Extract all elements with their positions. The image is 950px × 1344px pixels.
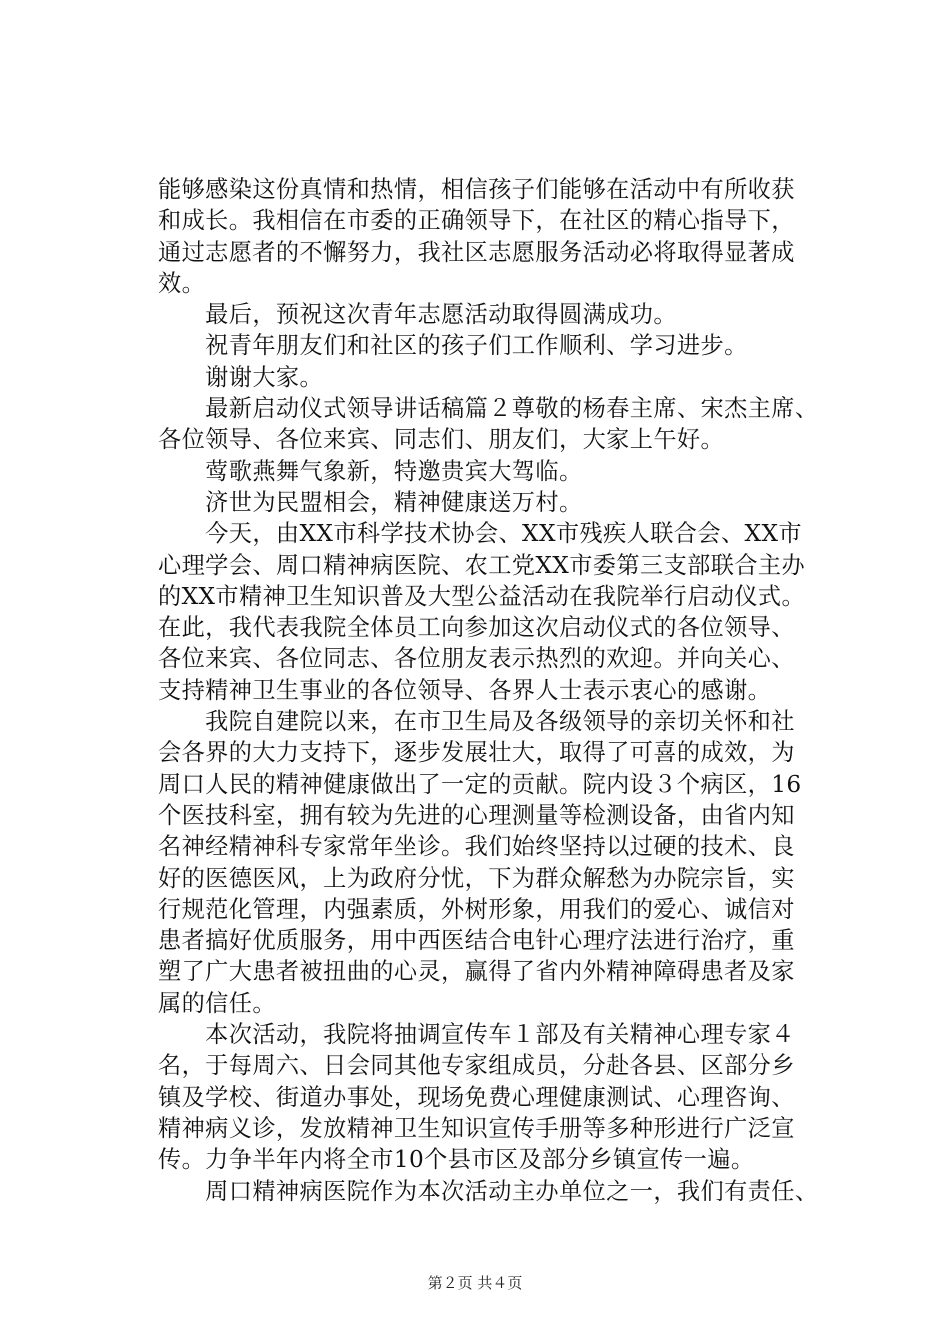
text-line: 个医技科室，拥有较为先进的心理测量等检测设备，由省内知	[158, 801, 795, 829]
text-line: 行规范化管理，内强素质，外树形象，用我们的爱心、诚信对	[158, 895, 795, 923]
text-line: 效。	[158, 269, 206, 297]
text-line: 最后，预祝这次青年志愿活动取得圆满成功。	[158, 301, 677, 329]
text-line: 属的信任。	[158, 989, 276, 1017]
text-line: 传。力争半年内将全市10个县市区及部分乡镇宣传一遍。	[158, 1146, 755, 1174]
text-line: 的XX市精神卫生知识普及大型公益活动在我院举行启动仪式。	[158, 582, 806, 610]
text-line: 本次活动，我院将抽调宣传车１部及有关精神心理专家４	[158, 1021, 795, 1049]
text-line: 好的医德医风，上为政府分忧，下为群众解愁为办院宗旨，实	[158, 864, 795, 892]
text-line: 各位领导、各位来宾、同志们、朋友们，大家上午好。	[158, 426, 725, 454]
text-line: 支持精神卫生事业的各位领导、各界人士表示衷心的感谢。	[158, 676, 772, 704]
text-line: 谢谢大家。	[158, 363, 324, 391]
text-line: 通过志愿者的不懈努力，我社区志愿服务活动必将取得显著成	[158, 238, 795, 266]
text-line: 精神病义诊，发放精神卫生知识宣传手册等多种形进行广泛宣	[158, 1114, 795, 1142]
document-body	[158, 174, 858, 1207]
text-line: 能够感染这份真情和热情，相信孩子们能够在活动中有所收获	[158, 176, 795, 203]
text-line: 患者搞好优质服务，用中西医结合电针心理疗法进行治疗，重	[158, 927, 795, 955]
text-line: 济世为民盟相会，精神健康送万村。	[158, 488, 583, 516]
text-line: 塑了广大患者被扭曲的心灵，赢得了省内外精神障碍患者及家	[158, 958, 795, 986]
text-line: 各位来宾、各位同志、各位朋友表示热烈的欢迎。并向关心、	[158, 645, 795, 673]
text-line: 周口人民的精神健康做出了一定的贡献。院内设３个病区，16	[158, 770, 802, 798]
text-line: 名神经精神科专家常年坐诊。我们始终坚持以过硬的技术、良	[158, 833, 795, 861]
text-line: 名，于每周六、日会同其他专家组成员，分赴各县、区部分乡	[158, 1052, 795, 1080]
text-line: 我院自建院以来，在市卫生局及各级领导的亲切关怀和社	[158, 708, 795, 736]
text-line: 祝青年朋友们和社区的孩子们工作顺利、学习进步。	[158, 332, 748, 360]
text-line: 周口精神病医院作为本次活动主办单位之一，我们有责任、	[158, 1177, 819, 1205]
text-line: 在此，我代表我院全体员工向参加这次启动仪式的各位领导、	[158, 614, 795, 642]
text-line: 最新启动仪式领导讲话稿篇２尊敬的杨春主席、宋杰主席、	[158, 395, 819, 423]
text-line: 心理学会、周口精神病医院、农工党XX市委第三支部联合主办	[158, 551, 806, 579]
text-line: 莺歌燕舞气象新，特邀贵宾大驾临。	[158, 457, 583, 485]
page-footer: 第２页 共４页	[427, 1274, 523, 1292]
text-line: 会各界的大力支持下，逐步发展壮大，取得了可喜的成效，为	[158, 739, 795, 767]
text-line: 今天，由XX市科学技术协会、XX市残疾人联合会、XX市	[158, 520, 802, 548]
text-line: 和成长。我相信在市委的正确领导下，在社区的精心指导下，	[158, 207, 795, 235]
text-line: 镇及学校、街道办事处，现场免费心理健康测试、心理咨询、	[158, 1083, 795, 1111]
